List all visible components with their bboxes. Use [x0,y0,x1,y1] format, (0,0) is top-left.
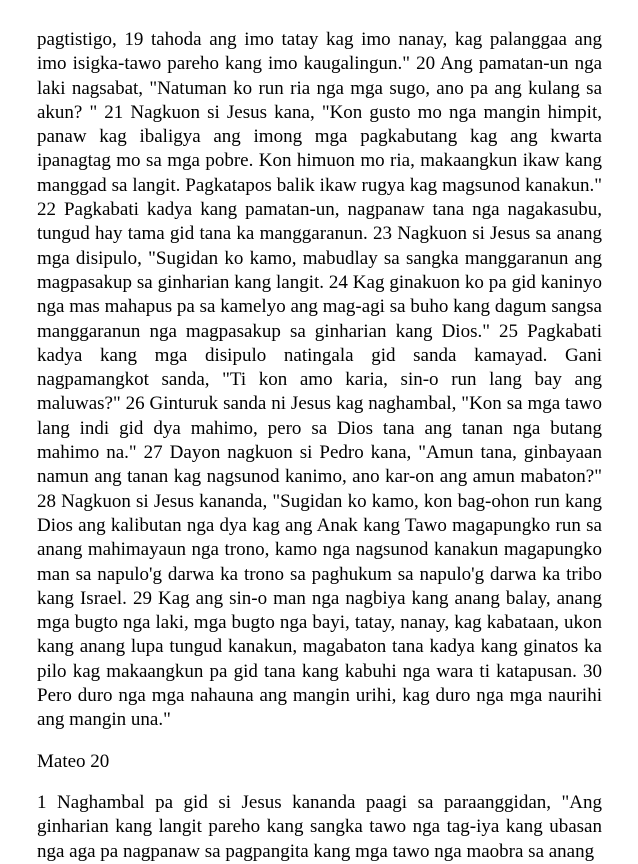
chapter-heading: Mateo 20 [37,750,110,772]
paragraph-text: pagtistigo, 19 tahoda ang imo tatay kag imo nanay, kag palanggaa ang imo isigka-tawo pareho kang imo kaugalingun." 20 Ang pamatan-un nga laki nagsabat, "Natuman ko run ria nga mga sugo, ano pa ang kulang sa akun? " 21 Nagkuon si Jesus kana, "Kon gusto mo nga mangin himpit, panaw kag ibaligya ang imong mga pagkabutang kag ang kwarta ipanagtag mo sa mga pobre. Kon himuon mo ria, makaangkun ikaw kang manggad sa langit. Pagkatapos balik ikaw rugya kag magsunod kanakun." 22 Pagkabati kadya kang pamatan-un, nagpanaw tana nga nagakasubu, tungud hay tama gid tana ka manggaranun. 23 Nagkuon si Jesus sa anang mga disipulo, "Sugidan ko kamo, mabudlay sa sangka manggaranun ang magpasakup sa ginharian kang langit. 24 Kag ginakuon ko pa gid kaninyo nga mas mahapus pa sa kamelyo ang mag-agi sa buho kang dagum sangsa manggaranun nga magpasakup sa ginharian kang Dios." 25 Pagkabati kadya kang mga disipulo natingala gid sanda kamayad. Gani nagpamangkot sanda, "Ti kon amo karia, sin-o run lang bay ang maluwas?" 26 Ginturuk sanda ni Jesus kag naghambal, "Kon sa mga tawo lang indi gid dya mahimo, pero sa Dios tana ang tanan nga butang mahimo na." 27 Dayon nagkuon si Pedro kana, "Amun tana, ginbayaan namun ang tanan kag nagsunod kanimo, ano kar-on ang amun mabaton?" 28 Nagkuon si Jesus kananda, "Sugidan ko kamo, kon bag-ohon run kang Dios ang kalibutan nga dya kag ang Anak kang Tawo magapungko run sa anang mahimayaun nga trono, kamo nga nagsunod kanakun magapungko man sa napulo'g darwa ka trono sa paghukum sa napulo'g darwa ka tribo kang Israel. 29 Kag ang sin-o man nga nagbiya kang anang balay, anang mga bugto nga laki, mga bugto nga bayi, tatay, nanay, kag kabataan, ukon kang anang lupa tungud kanakun, magabaton tana kadya kang ginatos ka pilo kag makaangkun pa gid tana kang kabuhi nga wara ti katapusan. 30 Pero duro nga mga nahauna ang mangin urihi, kag duro nga mga naurihi ang mangin una." [37,29,602,731]
document-page [37,28,602,864]
paragraph-text: 1 Naghambal pa gid si Jesus kananda paagi sa paraanggidan, "Ang ginharian kang langit pareho kang sangka tawo nga tag-iya kang ubasan nga aga pa nagpanaw sa pagpangita kang mga tawo nga maobra sa anang [37,791,602,862]
